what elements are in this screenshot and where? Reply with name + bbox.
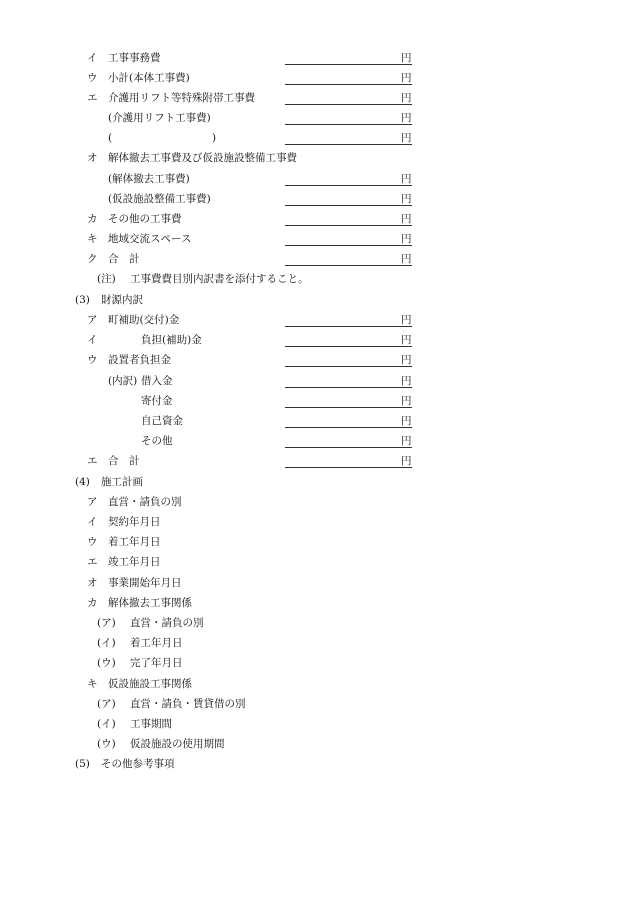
item-marker: カ xyxy=(87,213,98,225)
yen-unit: 円 xyxy=(401,253,412,265)
yen-unit: 円 xyxy=(401,233,412,245)
item-label: 竣工年月日 xyxy=(108,556,161,568)
amount-field[interactable] xyxy=(285,171,412,186)
yen-unit: 円 xyxy=(401,173,412,185)
plan-subrow-temporary-usage xyxy=(0,736,630,752)
subitem-label: 直営・請負の別 xyxy=(130,617,204,629)
cost-row-office-expense xyxy=(0,50,630,66)
plan-subrow-temporary-period xyxy=(0,716,630,732)
subitem-marker: (イ) xyxy=(97,637,116,649)
plan-row-demolition xyxy=(0,595,630,611)
item-label: 仮設施設工事関係 xyxy=(108,678,192,690)
fund-row-town-subsidy xyxy=(0,312,630,328)
item-label: 設置者負担金 xyxy=(108,354,171,366)
section-title: 施工計画 xyxy=(101,476,143,488)
amount-field[interactable] xyxy=(285,332,412,347)
fund-row-total xyxy=(0,453,630,469)
plan-subrow-demolition-contract xyxy=(0,615,630,631)
item-marker: ウ xyxy=(87,354,98,366)
subitem-marker: (イ) xyxy=(97,718,116,730)
item-label: (仮設施設整備工事費) xyxy=(108,193,211,205)
item-label: 自己資金 xyxy=(141,415,183,427)
subitem-marker: (ア) xyxy=(97,617,116,629)
amount-field[interactable] xyxy=(285,191,412,206)
section-number: (4) xyxy=(75,476,90,488)
item-label: その他 xyxy=(141,435,173,447)
item-label: 借入金 xyxy=(141,375,173,387)
plan-row-temporary-facility xyxy=(0,676,630,692)
cost-row-total xyxy=(0,251,630,267)
item-marker: ウ xyxy=(87,72,98,84)
yen-unit: 円 xyxy=(401,213,412,225)
close-paren: ) xyxy=(212,132,217,144)
amount-field[interactable] xyxy=(285,211,412,226)
amount-field[interactable] xyxy=(285,50,412,65)
yen-unit: 円 xyxy=(401,435,412,447)
item-marker: キ xyxy=(87,678,98,690)
plan-row-contract-type xyxy=(0,494,630,510)
yen-unit: 円 xyxy=(401,375,412,387)
fund-row-loan xyxy=(0,373,630,389)
item-label: 町補助(交付)金 xyxy=(108,314,180,326)
item-label: 小計(本体工事費) xyxy=(108,72,190,84)
item-marker: ウ xyxy=(87,536,98,548)
section-number: (3) xyxy=(75,294,90,306)
item-marker: オ xyxy=(87,577,98,589)
amount-field[interactable] xyxy=(285,433,412,448)
yen-unit: 円 xyxy=(401,314,412,326)
item-label: 解体撤去工事関係 xyxy=(108,597,192,609)
plan-row-business-start xyxy=(0,575,630,591)
amount-field[interactable] xyxy=(285,373,412,388)
yen-unit: 円 xyxy=(401,354,412,366)
item-label: 負担(補助)金 xyxy=(141,334,202,346)
item-marker: エ xyxy=(87,455,98,467)
yen-unit: 円 xyxy=(401,193,412,205)
subitem-label: 着工年月日 xyxy=(130,637,183,649)
item-label: 地域交流スペース xyxy=(108,233,192,245)
item-label: 寄付金 xyxy=(141,395,173,407)
item-label: 合 計 xyxy=(108,253,140,265)
item-label: (介護用リフト工事費) xyxy=(108,112,211,124)
breakdown-prefix: (内訳) xyxy=(108,375,138,387)
amount-field[interactable] xyxy=(285,90,412,105)
cost-note xyxy=(0,271,630,287)
item-label: 着工年月日 xyxy=(108,536,161,548)
yen-unit: 円 xyxy=(401,92,412,104)
item-marker: ク xyxy=(87,253,98,265)
amount-field[interactable] xyxy=(285,312,412,327)
cost-row-temporary-facility xyxy=(0,191,630,207)
subitem-label: 仮設施設の使用期間 xyxy=(130,738,225,750)
fund-row-own-funds xyxy=(0,413,630,429)
item-marker: ア xyxy=(87,314,98,326)
cost-row-demolition xyxy=(0,171,630,187)
item-label: (解体撤去工事費) xyxy=(108,173,190,185)
item-marker: オ xyxy=(87,152,98,164)
amount-field[interactable] xyxy=(285,352,412,367)
amount-field[interactable] xyxy=(285,110,412,125)
amount-field[interactable] xyxy=(285,453,412,468)
item-marker: イ xyxy=(87,52,98,64)
item-marker: カ xyxy=(87,597,98,609)
item-label: 介護用リフト等特殊附帯工事費 xyxy=(108,92,255,104)
amount-field[interactable] xyxy=(285,130,412,145)
fund-row-donation xyxy=(0,393,630,409)
subitem-label: 完了年月日 xyxy=(130,657,183,669)
fund-row-other xyxy=(0,433,630,449)
cost-row-demolition-temporary xyxy=(0,150,630,166)
cost-row-subtotal xyxy=(0,70,630,86)
section-heading-other-references xyxy=(0,756,630,772)
cost-row-community-space xyxy=(0,231,630,247)
yen-unit: 円 xyxy=(401,112,412,124)
cost-row-other-work xyxy=(0,211,630,227)
item-marker: キ xyxy=(87,233,98,245)
fund-row-founder-burden xyxy=(0,352,630,368)
amount-field[interactable] xyxy=(285,251,412,266)
yen-unit: 円 xyxy=(401,395,412,407)
item-label: 合 計 xyxy=(108,455,140,467)
cost-row-special-equipment xyxy=(0,90,630,106)
open-paren: ( xyxy=(108,132,113,144)
plan-row-start-date xyxy=(0,534,630,550)
subitem-marker: (ウ) xyxy=(97,657,116,669)
subitem-label: 工事期間 xyxy=(130,718,172,730)
cost-row-lift-work xyxy=(0,110,630,126)
item-marker: イ xyxy=(87,516,98,528)
amount-field[interactable] xyxy=(285,70,412,85)
amount-field[interactable] xyxy=(285,413,412,428)
item-label: 解体撤去工事費及び仮設施設整備工事費 xyxy=(108,152,297,164)
cost-row-blank-item xyxy=(0,130,630,146)
amount-field[interactable] xyxy=(285,231,412,246)
item-marker: エ xyxy=(87,92,98,104)
item-marker: エ xyxy=(87,556,98,568)
yen-unit: 円 xyxy=(401,455,412,467)
yen-unit: 円 xyxy=(401,415,412,427)
yen-unit: 円 xyxy=(401,72,412,84)
subitem-marker: (ア) xyxy=(97,698,116,710)
item-marker: ア xyxy=(87,496,98,508)
yen-unit: 円 xyxy=(401,52,412,64)
yen-unit: 円 xyxy=(401,334,412,346)
amount-field[interactable] xyxy=(285,393,412,408)
section-number: (5) xyxy=(75,758,90,770)
note-marker: (注) xyxy=(97,273,116,285)
item-label: 工事事務費 xyxy=(108,52,161,64)
yen-unit: 円 xyxy=(401,132,412,144)
item-marker: イ xyxy=(87,334,98,346)
plan-subrow-temporary-contract xyxy=(0,696,630,712)
plan-subrow-demolition-start xyxy=(0,635,630,651)
note-text: 工事費費目別内訳書を添付すること。 xyxy=(130,273,309,285)
item-label: 事業開始年月日 xyxy=(108,577,182,589)
item-label: 契約年月日 xyxy=(108,516,161,528)
plan-row-contract-date xyxy=(0,514,630,530)
plan-subrow-demolition-end xyxy=(0,655,630,671)
item-label: その他の工事費 xyxy=(108,213,182,225)
section-title: 財源内訳 xyxy=(101,294,143,306)
subitem-label: 直営・請負・賃貸借の別 xyxy=(130,698,246,710)
fund-row-burden-subsidy xyxy=(0,332,630,348)
section-heading-construction-plan xyxy=(0,474,630,490)
section-title: その他参考事項 xyxy=(101,758,175,770)
plan-row-completion-date xyxy=(0,554,630,570)
section-heading-funding xyxy=(0,292,630,308)
subitem-marker: (ウ) xyxy=(97,738,116,750)
item-label: 直営・請負の別 xyxy=(108,496,182,508)
